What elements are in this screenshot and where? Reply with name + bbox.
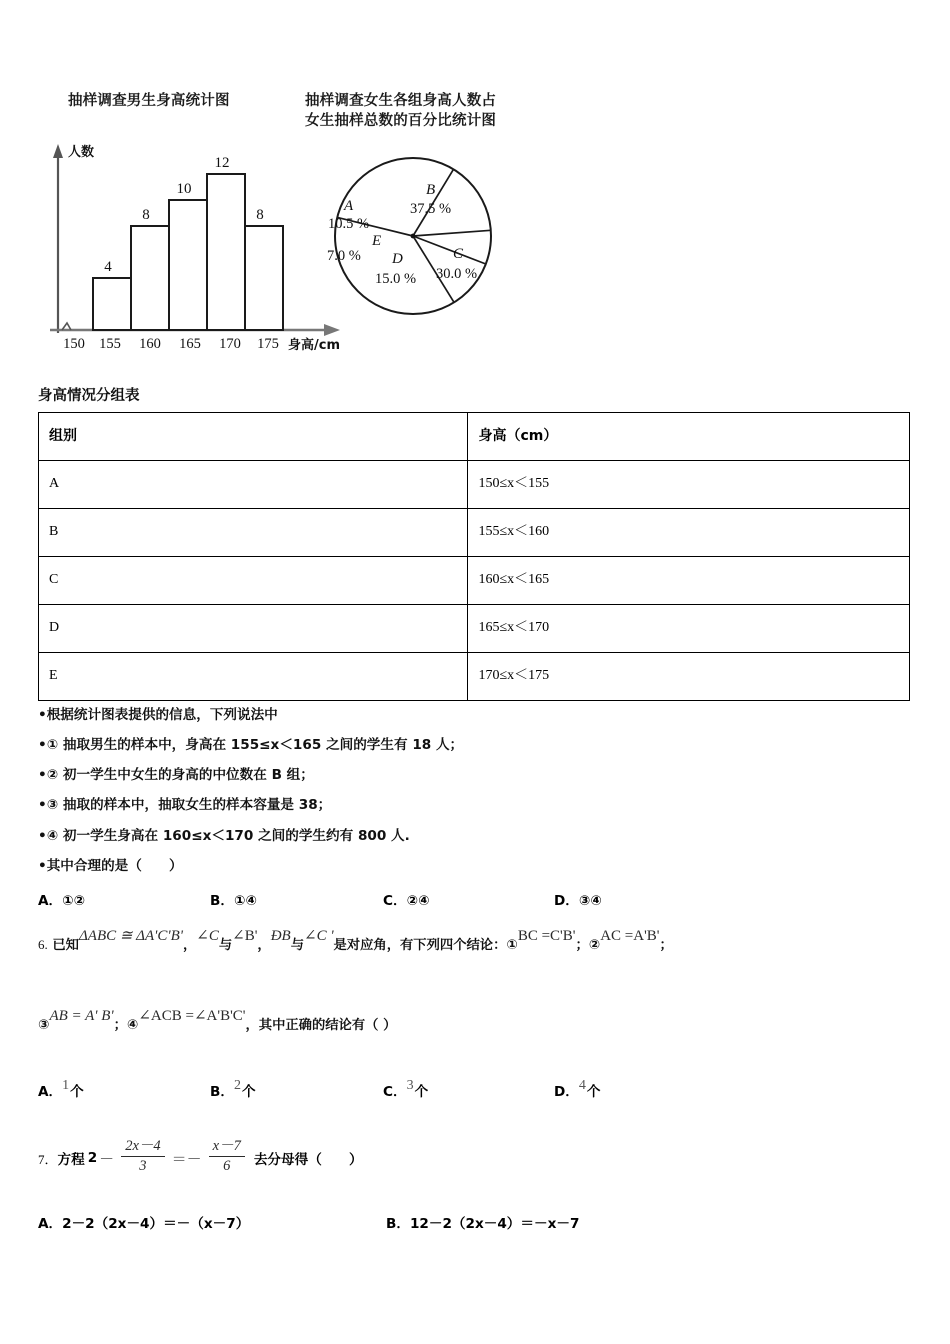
pie-chart-title-line2: 女生抽样总数的百分比统计图 [305, 112, 497, 129]
question-6-lead: 已知 [52, 938, 79, 953]
question-6-with-2: 与 [290, 938, 304, 953]
q7-option-b[interactable]: B．12－2（2x－4）＝－x－7 [386, 1216, 580, 1232]
question-7-lead: 方程 [57, 1152, 85, 1169]
pie-label-A: A [344, 198, 354, 214]
question-6-comma-2: ， [257, 938, 271, 953]
pie-value-B: 37.5 % [410, 201, 452, 217]
statement-intro: •根据统计图表提供的信息，下列说法中 [38, 707, 278, 723]
q6-option-c-number: 3 [406, 1078, 414, 1093]
bar-value-3: 12 [214, 155, 230, 171]
q6-option-b-number: 2 [233, 1078, 241, 1093]
q6-option-d[interactable] [554, 1080, 600, 1101]
q6-option-a-label: A． [38, 1084, 63, 1100]
table-row [39, 509, 910, 557]
question-6-congruence: ΔABC ≅ ΔA'C'B' [78, 928, 183, 944]
question-6-line-1 [38, 928, 928, 953]
question-6-with-1: 与 [218, 938, 233, 953]
x-tick-155: 155 [99, 336, 121, 352]
statement-3: •③ 抽取的样本中，抽取女生的样本容量是 38； [38, 797, 332, 814]
pie-value-A: 10.5 % [328, 216, 370, 232]
question-6-angle-c: ∠C [196, 928, 219, 944]
x-tick-160: 160 [139, 336, 161, 352]
table-cell-height: 155≤x＜160 [468, 509, 910, 557]
question-6-conclusion-3: AB = A' B' [49, 1008, 114, 1024]
bar-value-1: 8 [142, 207, 150, 223]
statement-2: •② 初一学生中女生的身高的中位数在 B 组； [38, 767, 314, 784]
table-header-row [39, 413, 910, 461]
question-6-angle-c-prime: ∠C ' [304, 928, 334, 944]
bar-chart-title: 抽样调查男生身高统计图 [68, 93, 230, 109]
x-tick-175: 175 [257, 336, 279, 352]
statement-1: •① 抽取男生的样本中，身高在 155≤x＜165 之间的学生有 18 人； [38, 737, 464, 754]
question-7-fraction-2-numerator: x－7 [212, 1138, 241, 1154]
q6-option-b-unit: 个 [241, 1084, 256, 1100]
q6-option-b-label: B． [210, 1084, 234, 1100]
q6-option-c-label: C． [383, 1084, 407, 1100]
question-6-comma-1: ， [182, 938, 197, 953]
bar-y-axis-label: 人数 [68, 145, 95, 160]
x-tick-170: 170 [219, 336, 241, 352]
question-6-mark-4: ④ [126, 1017, 139, 1033]
q7-option-a[interactable]: A．2－2（2x－4）＝－（x－7） [38, 1216, 250, 1232]
question-6-semi-3: ； [113, 1018, 127, 1033]
question-6-mark-1: ① [506, 937, 518, 953]
bar-value-4: 8 [256, 207, 264, 223]
pie-label-B: B [426, 182, 436, 198]
table-cell-group: C [39, 557, 468, 605]
question-6-semi-2: ； [659, 938, 673, 953]
question-6-conclusion-2: AC =A'B' [600, 928, 660, 944]
question-7-stem [38, 1140, 738, 1176]
option-b[interactable]: B．①④ [210, 892, 257, 909]
pie-label-E: E [372, 233, 382, 249]
question-6-angle-b-prime: ∠B' [232, 928, 258, 944]
bar-chart [40, 138, 360, 353]
q6-option-d-label: D． [554, 1084, 579, 1100]
pie-chart-title [305, 92, 550, 131]
table-cell-height: 150≤x＜155 [468, 461, 910, 509]
pie-label-D: D [392, 251, 403, 267]
question-7-tail: 去分母得（ ） [253, 1152, 363, 1169]
table-cell-height: 165≤x＜170 [468, 605, 910, 653]
option-c[interactable]: C．②④ [383, 892, 430, 909]
table-header-height: 身高（cm） [468, 413, 910, 461]
q6-option-d-number: 4 [578, 1078, 586, 1093]
q6-option-a-unit: 个 [70, 1084, 84, 1100]
pie-chart [318, 150, 513, 325]
q6-option-c[interactable] [383, 1080, 428, 1101]
table-cell-group: A [39, 461, 468, 509]
q6-option-d-unit: 个 [586, 1084, 601, 1100]
question-6-mark-2: ② [588, 937, 601, 953]
table-row [39, 605, 910, 653]
pie-value-D: 15.0 % [375, 271, 417, 287]
bar-value-2: 10 [176, 181, 192, 197]
question-6-semi-1: ； [575, 938, 589, 953]
question-7-fraction-2-denominator: 6 [209, 1156, 245, 1175]
bar-value-0: 4 [104, 259, 112, 275]
pie-label-C: C [453, 246, 464, 262]
q5-options-row [38, 889, 918, 915]
pie-value-E: 7.0 % [327, 248, 361, 264]
question-7-minus: － [99, 1151, 115, 1168]
table-caption: 身高情况分组表 [38, 388, 140, 404]
statement-4: •④ 初一学生身高在 160≤x＜170 之间的学生约有 800 人. [38, 827, 410, 844]
question-7-number: 7． [38, 1151, 58, 1167]
q6-option-a-number: 1 [62, 1078, 70, 1093]
table-cell-group: B [39, 509, 468, 557]
table-header-group: 组别 [39, 413, 468, 461]
question-7-equals: ＝－ [171, 1151, 202, 1168]
table-cell-height: 160≤x＜165 [468, 557, 910, 605]
question-6-conclusion-1: BC =C'B' [517, 928, 576, 944]
question-7 [38, 1140, 738, 1176]
statements-block [38, 708, 918, 915]
bar-x-axis-label: 身高/cm [288, 338, 341, 353]
question-7-fraction-1-numerator: 2x－4 [125, 1138, 161, 1154]
table-row [39, 557, 910, 605]
table-cell-height: 170≤x＜175 [468, 653, 910, 701]
question-6-tail: 是对应角，有下列四个结论： [333, 938, 507, 953]
table-cell-group: D [39, 605, 468, 653]
table-row [39, 653, 910, 701]
question-6-line-2 [38, 1008, 928, 1033]
q6-option-b[interactable] [210, 1080, 256, 1101]
question-7-fraction-1 [121, 1138, 164, 1174]
option-d[interactable]: D．③④ [554, 892, 602, 909]
question-7-left-int: 2 [87, 1150, 98, 1167]
q6-option-a[interactable] [38, 1080, 84, 1101]
table-row [39, 461, 910, 509]
table-cell-group: E [39, 653, 468, 701]
question-6-tail-2: ，其中正确的结论有（ ） [245, 1018, 397, 1033]
height-group-table [38, 412, 910, 701]
question-6-angle-b: ÐB [270, 928, 291, 944]
option-a[interactable]: A．①② [38, 892, 86, 909]
question-6-options-row [38, 1080, 738, 1106]
question-6-number: 6. [38, 937, 48, 952]
x-tick-165: 165 [179, 336, 201, 352]
figures-area [0, 0, 950, 353]
question-7-fraction-2 [209, 1138, 245, 1174]
question-7-fraction-1-denominator: 3 [121, 1156, 164, 1175]
question-6-conclusion-4: ∠ACB =∠A'B'C' [138, 1008, 246, 1024]
statement-question: •其中合理的是（ ） [38, 857, 183, 874]
question-6-mark-3: ③ [38, 1017, 50, 1033]
pie-chart-title-line1: 抽样调查女生各组身高人数占 [305, 93, 497, 109]
pie-value-C: 30.0 % [436, 266, 478, 282]
x-tick-150: 150 [63, 336, 85, 352]
q6-option-c-unit: 个 [414, 1084, 429, 1100]
